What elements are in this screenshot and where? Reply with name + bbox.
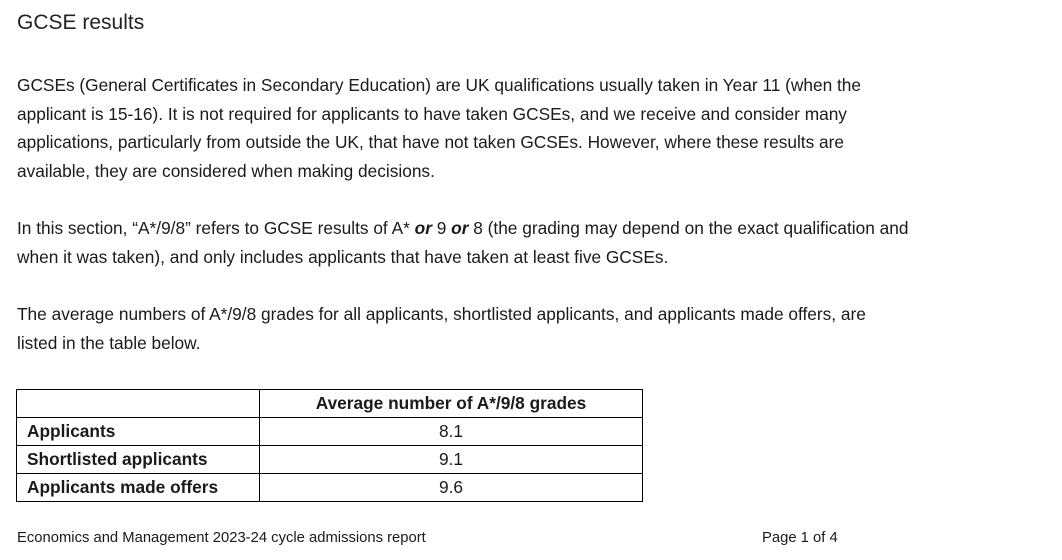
emphasis-or: or <box>451 218 469 238</box>
empty-header-cell <box>17 390 260 418</box>
table-row <box>17 474 643 502</box>
paragraph-line: The average numbers of A*/9/8 grades for all applicants, shortlisted applicants, and applicants made offers, are <box>17 304 866 324</box>
row-value: 8.1 <box>260 418 643 446</box>
paragraph-line <box>17 214 908 243</box>
row-label: Shortlisted applicants <box>17 446 260 474</box>
gcse-results-table <box>16 389 643 502</box>
footer-page-number: Page 1 of 4 <box>762 530 838 546</box>
table-intro-paragraph <box>17 300 866 357</box>
footer-report-title: Economics and Management 2023-24 cycle admissions report <box>17 530 426 546</box>
paragraph-line: applicant is 15-16). It is not required for applicants to have taken GCSEs, and we receive and consider many <box>17 103 847 124</box>
gcse-intro-paragraph <box>17 71 861 185</box>
paragraph-line: when it was taken), and only includes applicants that have taken at least five GCSEs. <box>17 246 669 267</box>
grade-definition-paragraph <box>17 214 908 271</box>
paragraph-line: available, they are considered when making decisions. <box>17 160 435 181</box>
paragraph-line: listed in the table below. <box>17 332 201 353</box>
row-value: 9.6 <box>260 474 643 502</box>
text-segment: 9 <box>431 218 452 238</box>
paragraph-line: GCSEs (General Certificates in Secondary Education) are UK qualifications usually taken in Year 11 (when the <box>17 75 862 95</box>
table-row <box>17 446 643 474</box>
paragraph-line: applications, particularly from outside the UK, that have not taken GCSEs. However, where these results are <box>17 132 845 152</box>
row-label: Applicants made offers <box>17 474 260 502</box>
table-row <box>17 418 643 446</box>
text-segment: In this section, “A*/9/8” refers to GCSE results of A* <box>17 218 415 238</box>
table-header-row <box>17 390 643 418</box>
emphasis-or: or <box>414 218 432 238</box>
column-header: Average number of A*/9/8 grades <box>260 390 643 418</box>
section-heading: GCSE results <box>17 11 145 34</box>
row-value: 9.1 <box>260 446 643 474</box>
text-segment: 8 (the grading may depend on the exact qualification and <box>468 218 909 238</box>
row-label: Applicants <box>17 418 260 446</box>
